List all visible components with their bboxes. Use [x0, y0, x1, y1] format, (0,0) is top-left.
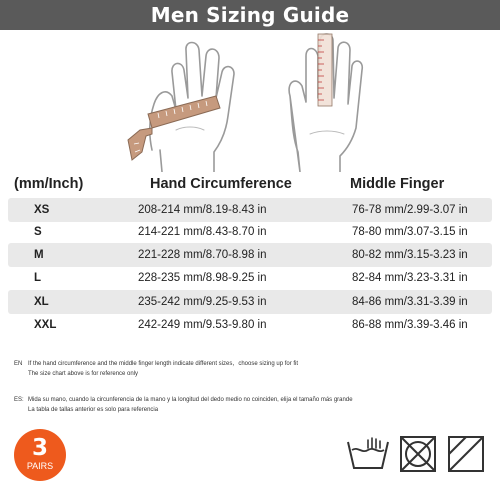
- spanish-note: [14, 396, 494, 416]
- table-row: [8, 313, 492, 337]
- size-label: M: [34, 249, 44, 261]
- table-row: [8, 266, 492, 290]
- size-label: XS: [34, 204, 50, 216]
- finger-value: 86-88 mm/3.39-3.46 in: [352, 319, 468, 331]
- hand-value: 242-249 mm/9.53-9.80 in: [138, 319, 267, 331]
- hand-value: 208-214 mm/8.19-8.43 in: [138, 204, 267, 216]
- pairs-label: PAIRS: [26, 461, 54, 471]
- size-label: XXL: [34, 319, 57, 331]
- do-not-tumble-dry-icon: [398, 434, 438, 474]
- middle-finger-header: Middle Finger: [350, 176, 445, 192]
- table-row: [8, 220, 492, 244]
- size-label: L: [34, 272, 42, 284]
- finger-ruler-icon: [318, 34, 332, 106]
- finger-value: 78-80 mm/3.07-3.15 in: [352, 226, 468, 238]
- pairs-count: 3: [31, 435, 48, 461]
- english-note-line-2: The size chart above is for reference only: [28, 371, 139, 377]
- spanish-note-line-2: La tabla de tallas anterior es solo para referencia: [28, 407, 159, 413]
- english-note-line-1: If the hand circumference and the middle finger length indicate different sizes，choose sizing up for fit: [28, 361, 299, 367]
- finger-value: 82-84 mm/3.23-3.31 in: [352, 272, 468, 284]
- table-row: [8, 290, 492, 314]
- size-label: XL: [34, 296, 49, 308]
- finger-value: 76-78 mm/2.99-3.07 in: [352, 204, 468, 216]
- finger-value: 84-86 mm/3.31-3.39 in: [352, 296, 468, 308]
- hand-wash-icon: [346, 436, 390, 472]
- size-column-header: (mm/Inch): [14, 176, 84, 192]
- hand-value: 221-228 mm/8.70-8.98 in: [138, 249, 267, 261]
- hand-value: 235-242 mm/9.25-9.53 in: [138, 296, 267, 308]
- hand-circumference-header: Hand Circumference: [150, 176, 292, 192]
- do-not-iron-icon: [446, 434, 486, 474]
- page-title: Men Sizing Guide: [0, 0, 500, 30]
- english-note-tag: EN: [14, 361, 23, 367]
- spanish-note-line-1: Mida su mano, cuando la circunferencia de la mano y la longitud del dedo medio no coinciden, elija el tamaño más grande: [28, 397, 353, 403]
- spanish-note-tag: ES:: [14, 397, 24, 403]
- hand-value: 228-235 mm/8.98-9.25 in: [138, 272, 267, 284]
- table-row: [8, 243, 492, 267]
- english-note: [14, 360, 494, 380]
- hand-illustrations: [0, 32, 500, 172]
- finger-value: 80-82 mm/3.15-3.23 in: [352, 249, 468, 261]
- size-label: S: [34, 226, 42, 238]
- pairs-badge: [14, 429, 66, 481]
- hand-value: 214-221 mm/8.43-8.70 in: [138, 226, 267, 238]
- table-row: [8, 198, 492, 222]
